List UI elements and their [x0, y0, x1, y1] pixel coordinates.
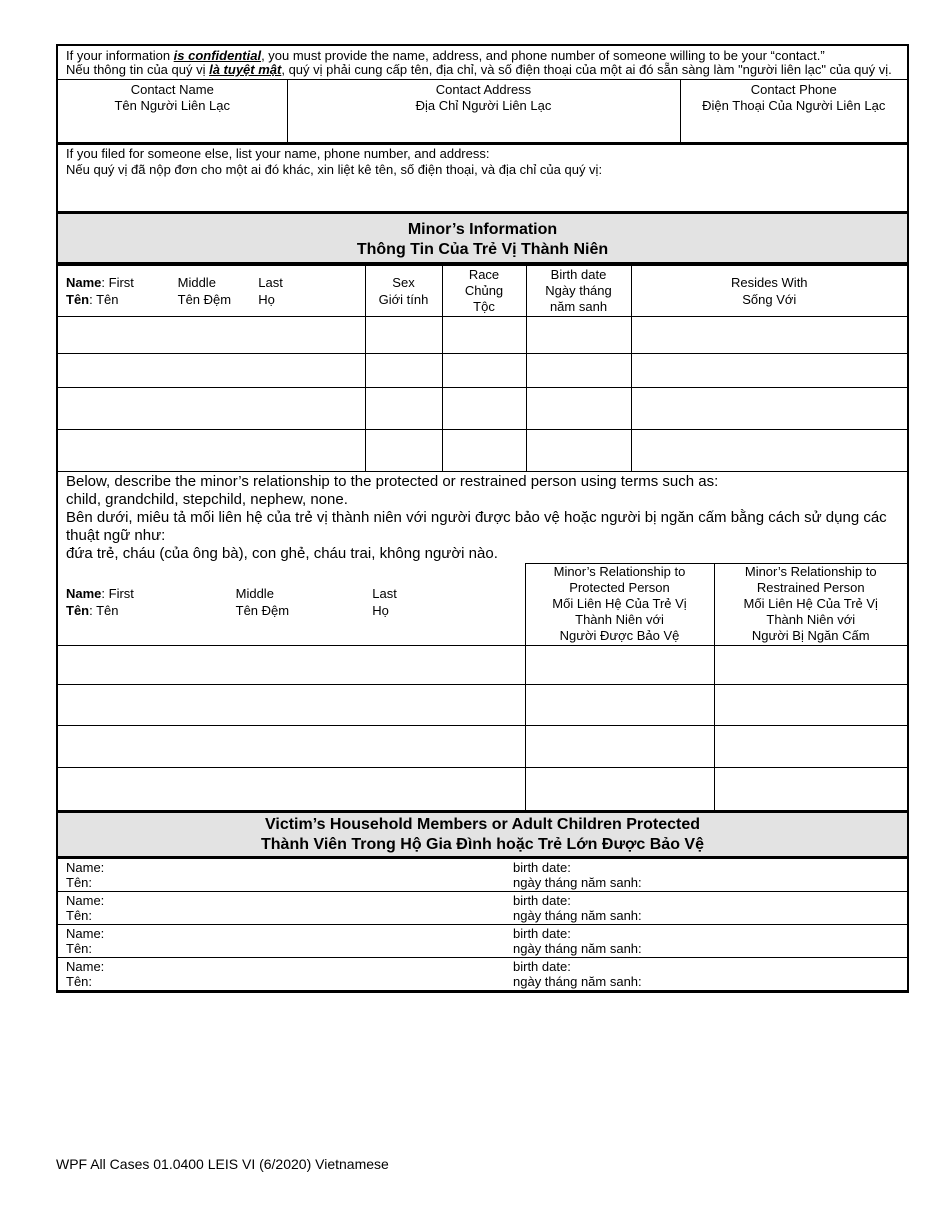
relationship-protected-cell[interactable] — [525, 645, 714, 684]
minor-birth-cell[interactable] — [526, 353, 631, 387]
household-row — [58, 958, 907, 991]
contact-phone-cell[interactable]: Contact Phone Điện Thoại Của Người Liên Lạc — [680, 80, 907, 143]
minor-name-cell[interactable] — [58, 387, 365, 429]
household-birth-field[interactable]: birth date: ngày tháng năm sanh: — [505, 925, 907, 958]
household-name-field[interactable]: Name: Tên: — [58, 925, 505, 958]
filer-section[interactable] — [56, 143, 909, 211]
minor-section-title: Minor’s Information Thông Tin Của Trẻ Vị Thành Niên — [58, 211, 907, 266]
relationship-row — [58, 645, 907, 684]
household-name-field[interactable]: Name: Tên: — [58, 892, 505, 925]
household-row — [58, 892, 907, 925]
form-page — [56, 44, 909, 993]
form-footer: WPF All Cases 01.0400 LEIS VI (6/2020) Vietnamese — [56, 1156, 389, 1172]
household-row — [58, 859, 907, 892]
minor-race-cell[interactable] — [442, 429, 526, 471]
relationship-row — [58, 684, 907, 725]
minor-resides-cell[interactable] — [631, 353, 907, 387]
relationship-restrained-cell[interactable] — [714, 767, 907, 810]
minor-sex-cell[interactable] — [365, 353, 442, 387]
minor-resides-cell[interactable] — [631, 429, 907, 471]
household-table — [58, 859, 907, 990]
household-row — [58, 925, 907, 958]
contact-intro: If your information is confidential, you must provide the name, address, and phone number of someone willing to be your “contact.” Nếu thông tin của quý vị là tuyệt mật, quý vị phải cung cấp tên, địa chỉ, và số điện thoại của một ai đó sẵn sàng làm "người liên lạc" của quý vị. — [66, 48, 892, 77]
relationship-restrained-cell[interactable] — [714, 725, 907, 767]
minor-sex-cell[interactable] — [365, 387, 442, 429]
relationship-table — [58, 563, 907, 811]
minor-resides-cell[interactable] — [631, 387, 907, 429]
household-section — [56, 810, 909, 993]
relationship-restrained-cell[interactable] — [714, 684, 907, 725]
relationship-name-cell[interactable] — [58, 645, 525, 684]
filer-instruction-vi: Nếu quý vị đã nộp đơn cho một ai đó khác, xin liệt kê tên, số điện thoại, và địa chỉ của quý vị: — [66, 162, 603, 177]
relationship-row — [58, 767, 907, 810]
relationship-row — [58, 725, 907, 767]
minor-name-cell[interactable] — [58, 429, 365, 471]
household-birth-field[interactable]: birth date: ngày tháng năm sanh: — [505, 859, 907, 892]
household-birth-field[interactable]: birth date: ngày tháng năm sanh: — [505, 892, 907, 925]
minor-row — [58, 316, 907, 353]
minor-sex-cell[interactable] — [365, 429, 442, 471]
minor-sex-cell[interactable] — [365, 316, 442, 353]
minor-resides-cell[interactable] — [631, 316, 907, 353]
minor-table — [58, 266, 907, 472]
household-name-field[interactable]: Name: Tên: — [66, 959, 105, 989]
contact-name-cell[interactable]: Contact Name Tên Người Liên Lạc — [58, 80, 287, 143]
minor-race-cell[interactable] — [442, 387, 526, 429]
relationship-description: Below, describe the minor’s relationship to the protected or restrained person using terms such as: child, grandchild, stepchild, nephew, none. Bên dưới, miêu tả mối liên hệ của trẻ vị thành niên với người được bảo vệ hoặc người bị ngăn cấm bằng cách sử dụng các thuật ngữ như: đứa trẻ, cháu (của ông bà), con ghẻ, cháu trai, không người nào. — [66, 472, 887, 562]
household-name-field[interactable]: Name: Tên: — [58, 859, 505, 892]
household-section-title: Victim’s Household Members or Adult Children Protected Thành Viên Trong Hộ Gia Đình hoặc Trẻ Lớn Được Bảo Vệ — [58, 810, 907, 859]
relationship-protected-cell[interactable] — [525, 725, 714, 767]
relationship-name-cell[interactable] — [58, 767, 525, 810]
relationship-name-cell[interactable] — [58, 725, 525, 767]
minor-section — [56, 211, 909, 810]
relationship-name-cell[interactable] — [58, 684, 525, 725]
filer-instruction-en: If you filed for someone else, list your name, phone number, and address: — [66, 146, 490, 161]
relationship-restrained-cell[interactable] — [714, 645, 907, 684]
contact-address-cell[interactable]: Contact Address Địa Chỉ Người Liên Lạc — [287, 80, 680, 143]
minor-birth-cell[interactable] — [526, 316, 631, 353]
minor-name-cell[interactable] — [58, 316, 365, 353]
minor-birth-cell[interactable] — [526, 387, 631, 429]
contact-section — [56, 44, 909, 143]
minor-race-cell[interactable] — [442, 353, 526, 387]
relationship-protected-cell[interactable] — [525, 684, 714, 725]
minor-row — [58, 387, 907, 429]
minor-name-cell[interactable] — [58, 353, 365, 387]
minor-row — [58, 429, 907, 471]
minor-birth-cell[interactable] — [526, 429, 631, 471]
household-birth-field[interactable]: birth date: ngày tháng năm sanh: — [513, 959, 642, 989]
relationship-protected-cell[interactable] — [525, 767, 714, 810]
contact-table — [58, 79, 907, 143]
relationship-table-header: Name: First Tên: Tên Middle Tên Đệm Last Họ Minor’s Relationship to Protected Person Mối Liên Hệ Của Trẻ Vị Thành Niên với Người Được Bảo Vệ Minor’s Relationship to Restrained Person Mối Liên Hệ Của Trẻ Vị Thành Niên với Người Bị Ngăn Cấm — [58, 563, 907, 645]
minor-table-header: Name: First Tên: Tên Middle Tên Đệm Last Họ Sex Giới tính Race Chủng Tộc Birth date Ngày tháng năm sanh Resides With Sống Với — [58, 266, 907, 316]
minor-row — [58, 353, 907, 387]
minor-race-cell[interactable] — [442, 316, 526, 353]
